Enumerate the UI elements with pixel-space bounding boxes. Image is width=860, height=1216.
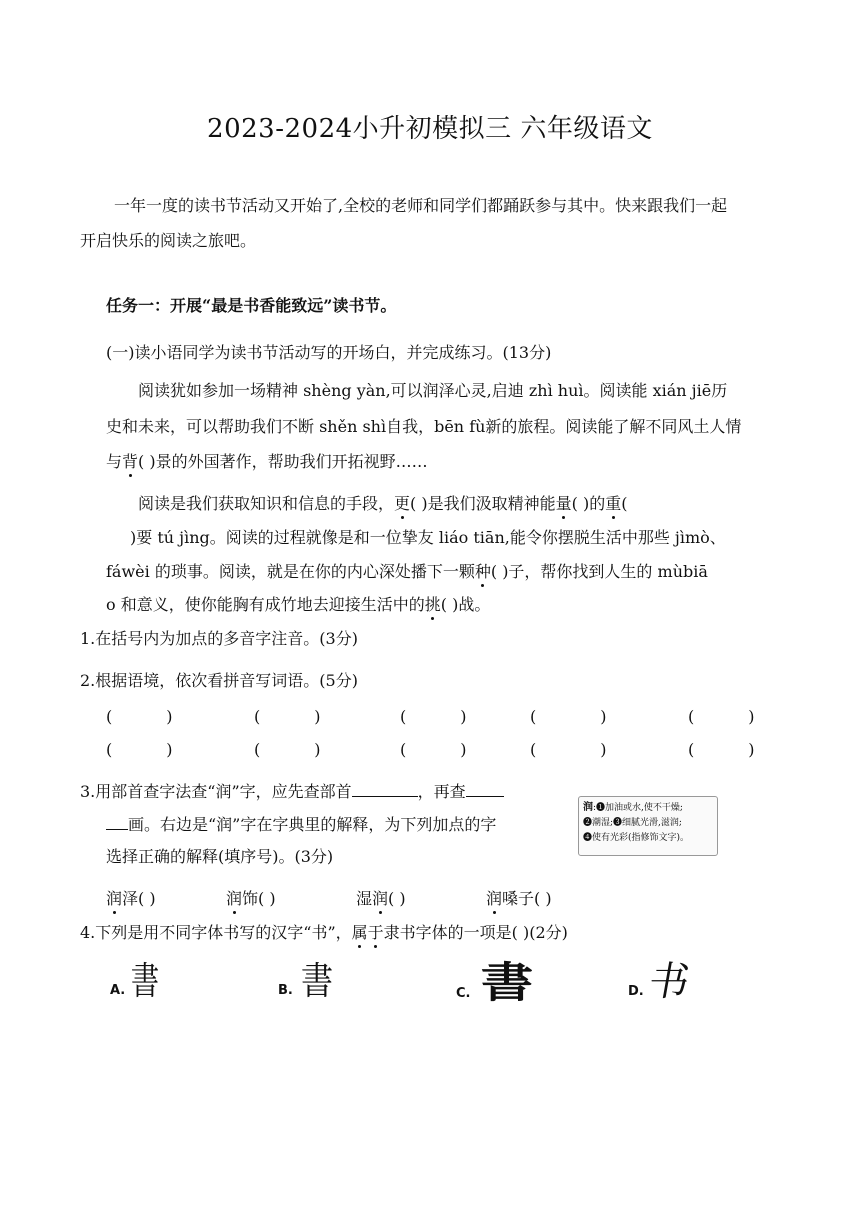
question-2: 2.根据语境，依次看拼音写词语。(5分) — [80, 671, 358, 690]
word-text: 饰( ) — [242, 889, 276, 908]
word-text: 泽( ) — [122, 889, 156, 908]
dotted-char: 润 — [106, 889, 123, 908]
answer-blank[interactable]: ( ) — [254, 707, 321, 726]
dotted-char: 润 — [372, 889, 389, 908]
question-3-line-1 — [80, 782, 504, 800]
answer-blank[interactable]: ( ) — [530, 707, 607, 726]
q3-text: 3.用部首查字法查“润”字，应先查部首 — [80, 782, 352, 801]
dotted-char: 背 — [122, 452, 139, 471]
word-text: 湿 — [356, 889, 373, 908]
dotted-char: 挑 — [424, 595, 441, 614]
dotted-char: 重 — [605, 494, 622, 513]
option-a[interactable] — [110, 959, 164, 1003]
option-label: C. — [456, 986, 471, 1001]
passage-text: ( )战。 — [440, 595, 491, 614]
intro-line-1: 一年一度的读书节活动又开始了,全校的老师和同学们都踊跃参与其中。快来跟我们一起 — [114, 196, 728, 215]
option-label: B. — [278, 983, 293, 998]
passage-line-7 — [106, 597, 490, 613]
dict-line: ❷潮湿;❸细腻光滑,滋润; — [583, 818, 682, 828]
stroke-blank-a[interactable] — [466, 782, 504, 797]
section1-heading: (一)读小语同学为读书节活动写的开场白，并完成练习。(13分) — [106, 343, 552, 362]
dict-headword: 润 — [583, 802, 593, 813]
answer-blank[interactable]: ( ) — [106, 740, 173, 759]
passage-line-2: 史和未来，可以帮助我们不断 shěn shì自我，bēn fù新的旅程。阅读能了解不同风土人情 — [106, 417, 742, 436]
passage-text: 阅读是我们获取知识和信息的手段， — [138, 494, 395, 513]
answer-blank[interactable]: ( ) — [254, 740, 321, 759]
dotted-char: 润 — [226, 889, 243, 908]
answer-blank[interactable]: ( ) — [530, 740, 607, 759]
passage-text: ( )子，帮你找到人生的 mùbiā — [490, 562, 708, 581]
question-1: 1.在括号内为加点的多音字注音。(3分) — [80, 629, 358, 648]
intro-line-2: 开启快乐的阅读之旅吧。 — [80, 231, 257, 250]
answer-blank[interactable]: ( ) — [106, 707, 173, 726]
option-d[interactable] — [628, 959, 693, 1005]
dict-line: :❶加油或水,使不干燥; — [593, 803, 683, 813]
option-c[interactable] — [456, 958, 533, 1007]
dotted-char: 更 — [394, 494, 411, 513]
stroke-blank-b[interactable] — [106, 815, 128, 830]
small-seal-glyph: 書 — [300, 959, 334, 1003]
passage-text: ( )景的外国著作，帮助我们开拓视野…… — [138, 452, 428, 471]
passage-line-5: )要 tú jìng。阅读的过程就像是和一位挚友 liáo tiān,能令你摆脱生活中那些 jìmò、 — [130, 528, 726, 547]
answer-blank[interactable]: ( ) — [400, 707, 467, 726]
passage-text: fáwèi 的琐事。阅读，就是在你的内心深处播下一颗 — [106, 562, 475, 581]
q3-word-1[interactable] — [106, 891, 156, 907]
passage-line-3 — [106, 454, 428, 470]
answer-blank[interactable]: ( ) — [688, 740, 755, 759]
passage-text: ( — [621, 494, 628, 513]
q4-dotted: 属于 — [351, 923, 384, 942]
dictionary-entry-box — [578, 796, 718, 856]
dotted-char: 润 — [486, 889, 503, 908]
option-label: A. — [110, 983, 126, 998]
passage-text: ( )的 — [571, 494, 606, 513]
page-title: 2023-2024小升初模拟三 六年级语文 — [207, 114, 653, 144]
word-text: ( ) — [388, 889, 406, 908]
option-b[interactable] — [278, 959, 336, 1003]
passage-line-1: 阅读犹如参加一场精神 shèng yàn,可以润泽心灵,启迪 zhì huì。阅读能 xián jiē历 — [138, 381, 728, 400]
q3-word-2[interactable] — [226, 891, 276, 907]
passage-text: o 和意义，使你能胸有成竹地去迎接生活中的 — [106, 595, 425, 614]
q4-text: 4.下列是用不同字体书写的汉字“书”， — [80, 923, 352, 942]
dotted-char: 量 — [555, 494, 572, 513]
answer-blank[interactable]: ( ) — [400, 740, 467, 759]
dotted-char: 种 — [474, 562, 491, 581]
q3-word-4[interactable] — [486, 891, 552, 907]
clerical-script-glyph: 書 — [480, 958, 533, 1007]
question-4 — [80, 925, 568, 941]
question-3-line-2 — [106, 815, 496, 833]
task1-heading: 任务一：开展“最是书香能致远”读书节。 — [106, 296, 397, 315]
passage-text: 与 — [106, 452, 123, 471]
dict-line: ❹使有光彩(指修饰文字)。 — [583, 833, 690, 843]
answer-blank[interactable]: ( ) — [688, 707, 755, 726]
question-3-line-3: 选择正确的解释(填序号)。(3分) — [106, 847, 334, 866]
passage-line-6 — [106, 564, 708, 580]
q3-text: 画。右边是“润”字在字典里的解释，为下列加点的字 — [128, 815, 497, 834]
option-label: D. — [628, 984, 644, 999]
cursive-script-glyph: 书 — [644, 959, 693, 1005]
q3-word-3[interactable] — [356, 891, 406, 907]
word-text: 嗓子( ) — [502, 889, 552, 908]
q4-text: 隶书字体的一项是( )(2分) — [383, 923, 568, 942]
passage-line-4 — [138, 496, 627, 512]
passage-text: ( )是我们汲取精神能 — [410, 494, 556, 513]
radical-blank[interactable] — [352, 782, 418, 797]
seal-script-glyph: 書 — [131, 959, 160, 1003]
q3-text: ，再查 — [417, 782, 466, 801]
